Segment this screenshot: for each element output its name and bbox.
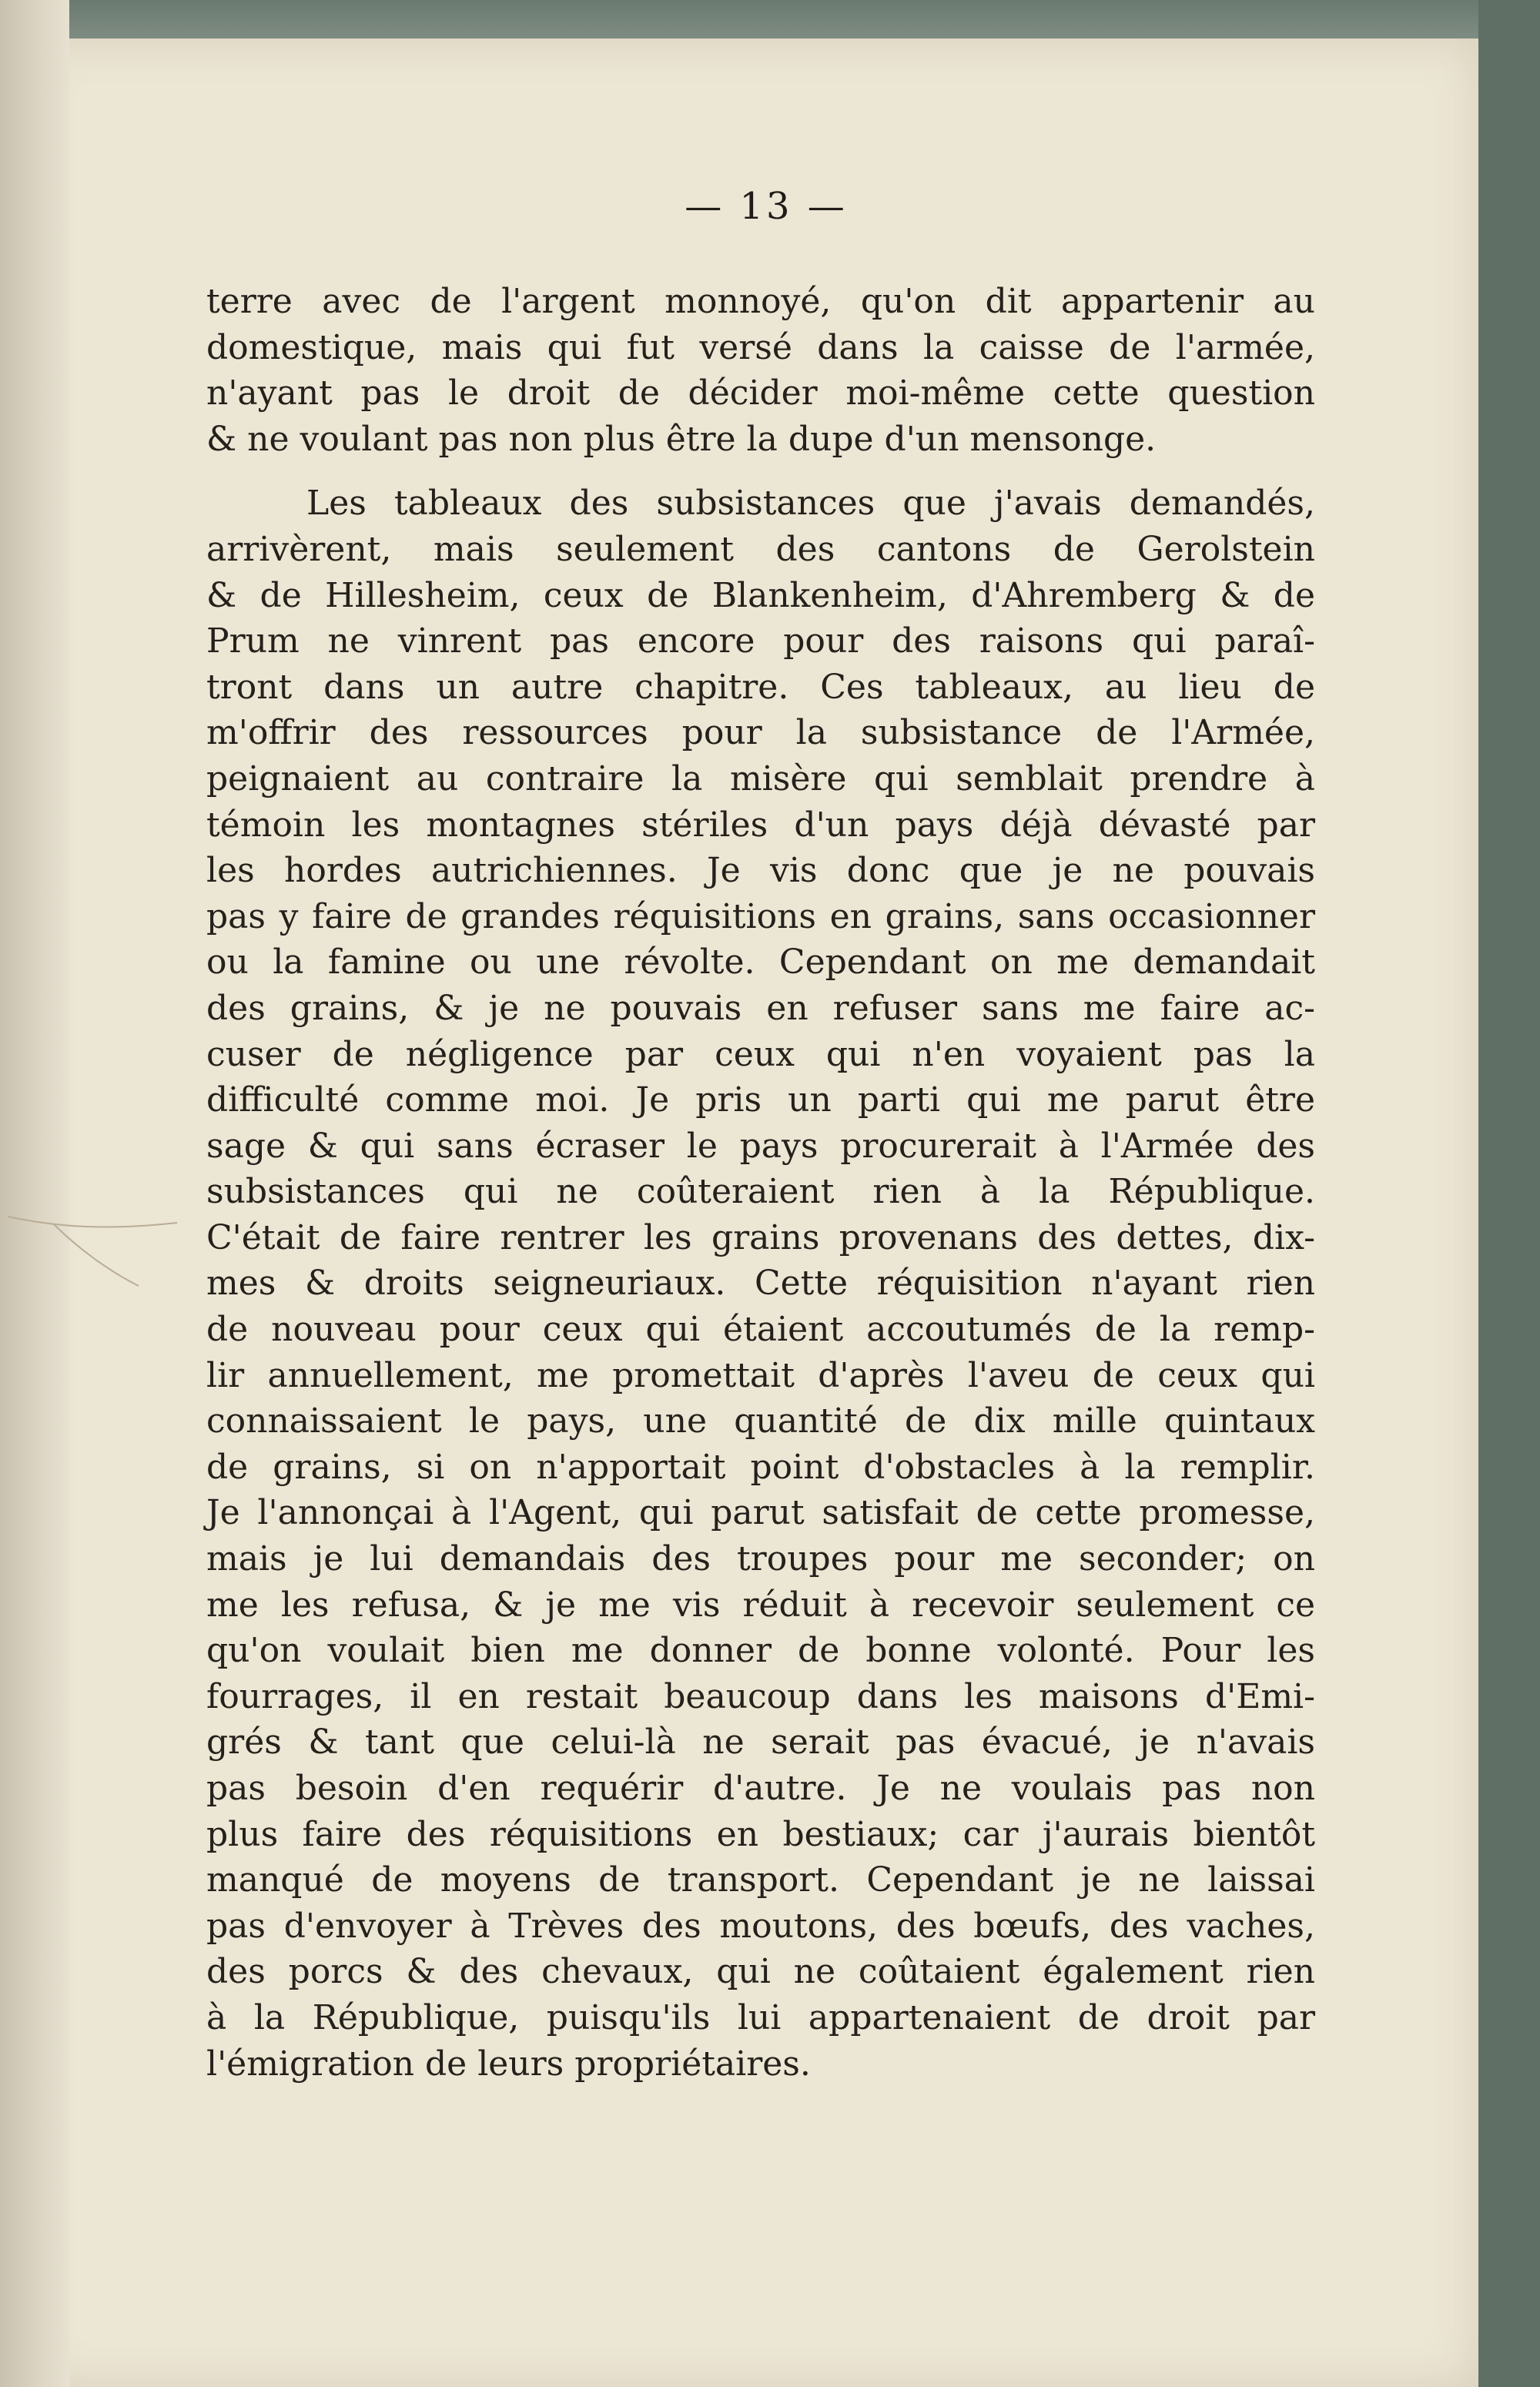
- text-line: ou la famine ou une révolte. Cependant on me demandait: [206, 942, 1315, 983]
- text-line: de nouveau pour ceux qui étaient accoutumés de la remp-: [206, 1310, 1315, 1350]
- text-line: à la République, puisqu'ils lui appartenaient de droit par: [206, 1997, 1315, 2037]
- text-line: m'offrir des ressources pour la subsistance de l'Armée,: [206, 713, 1315, 753]
- text-line: lir annuellement, me promettait d'après l'aveu de ceux qui: [206, 1355, 1315, 1395]
- text-line: pas besoin d'en requérir d'autre. Je ne voulais pas non: [206, 1769, 1315, 1808]
- text-line: des grains, & je ne pouvais en refuser sans me faire ac-: [206, 988, 1315, 1028]
- text-line: pas y faire de grandes réquisitions en grains, sans occasionner: [206, 896, 1315, 936]
- text-line: me les refusa, & je me vis réduit à recevoir seulement ce: [206, 1585, 1315, 1625]
- book-cover-right: [1478, 0, 1540, 2387]
- text-line: plus faire des réquisitions en bestiaux; car j'aurais bientôt: [206, 1814, 1315, 1854]
- text-line: mes & droits seigneuriaux. Cette réquisition n'ayant rien: [206, 1264, 1315, 1304]
- text-line: fourrages, il en restait beaucoup dans les maisons d'Emi-: [206, 1676, 1315, 1716]
- text-line: terre avec de l'argent monnoyé, qu'on dit appartenir au: [206, 282, 1315, 321]
- text-line: de grains, si on n'apportait point d'obstacles à la remplir.: [206, 1447, 1315, 1487]
- text-line: sage & qui sans écraser le pays procurerait à l'Armée des: [206, 1126, 1315, 1166]
- text-line: grés & tant que celui-là ne serait pas évacué, je n'avais: [206, 1722, 1315, 1763]
- text-line: pas d'envoyer à Trèves des moutons, des bœufs, des vaches,: [206, 1906, 1315, 1946]
- book-cover-top: [0, 0, 1540, 38]
- binding-edge: [0, 0, 69, 2387]
- text-line: domestique, mais qui fut versé dans la caisse de l'armée,: [206, 327, 1315, 367]
- text-line: & ne voulant pas non plus être la dupe d'un mensonge.: [206, 419, 1157, 459]
- text-line: des porcs & des chevaux, qui ne coûtaient également rien: [206, 1952, 1315, 1992]
- page-header: — 13 —: [685, 185, 848, 228]
- text-line: les hordes autrichiennes. Je vis donc que je ne pouvais: [206, 851, 1315, 891]
- text-line: & de Hillesheim, ceux de Blankenheim, d'Ahremberg & de: [206, 575, 1315, 615]
- text-line: témoin les montagnes stériles d'un pays déjà dévasté par: [206, 805, 1315, 845]
- text-line: mais je lui demandais des troupes pour me seconder; on: [206, 1539, 1315, 1579]
- text-line: l'émigration de leurs propriétaires.: [206, 2044, 811, 2084]
- text-line: subsistances qui ne coûteraient rien à la République.: [206, 1172, 1315, 1212]
- text-line: C'était de faire rentrer les grains provenans des dettes, dix-: [206, 1217, 1315, 1257]
- text-line: cuser de négligence par ceux qui n'en voyaient pas la: [206, 1034, 1315, 1074]
- text-line: connaissaient le pays, une quantité de dix mille quintaux: [206, 1401, 1315, 1441]
- text-line: peignaient au contraire la misère qui semblait prendre à: [206, 758, 1315, 798]
- text-line: Prum ne vinrent pas encore pour des raisons qui paraî-: [206, 621, 1315, 661]
- text-line: manqué de moyens de transport. Cependant je ne laissai: [206, 1860, 1315, 1900]
- body-text: [206, 279, 1315, 2087]
- binding-thread: [0, 1201, 185, 1294]
- text-line: Je l'annonçai à l'Agent, qui parut satisfait de cette promesse,: [206, 1493, 1315, 1533]
- text-line: arrivèrent, mais seulement des cantons de Gerolstein: [206, 529, 1315, 569]
- text-line: qu'on voulait bien me donner de bonne volonté. Pour les: [206, 1631, 1315, 1671]
- text-line: tront dans un autre chapitre. Ces tableaux, au lieu de: [206, 667, 1315, 707]
- text-line: n'ayant pas le droit de décider moi-même cette question: [206, 373, 1315, 413]
- text-line: Les tableaux des subsistances que j'avais demandés,: [306, 484, 1315, 524]
- text-line: difficulté comme moi. Je pris un parti qui me parut être: [206, 1080, 1315, 1120]
